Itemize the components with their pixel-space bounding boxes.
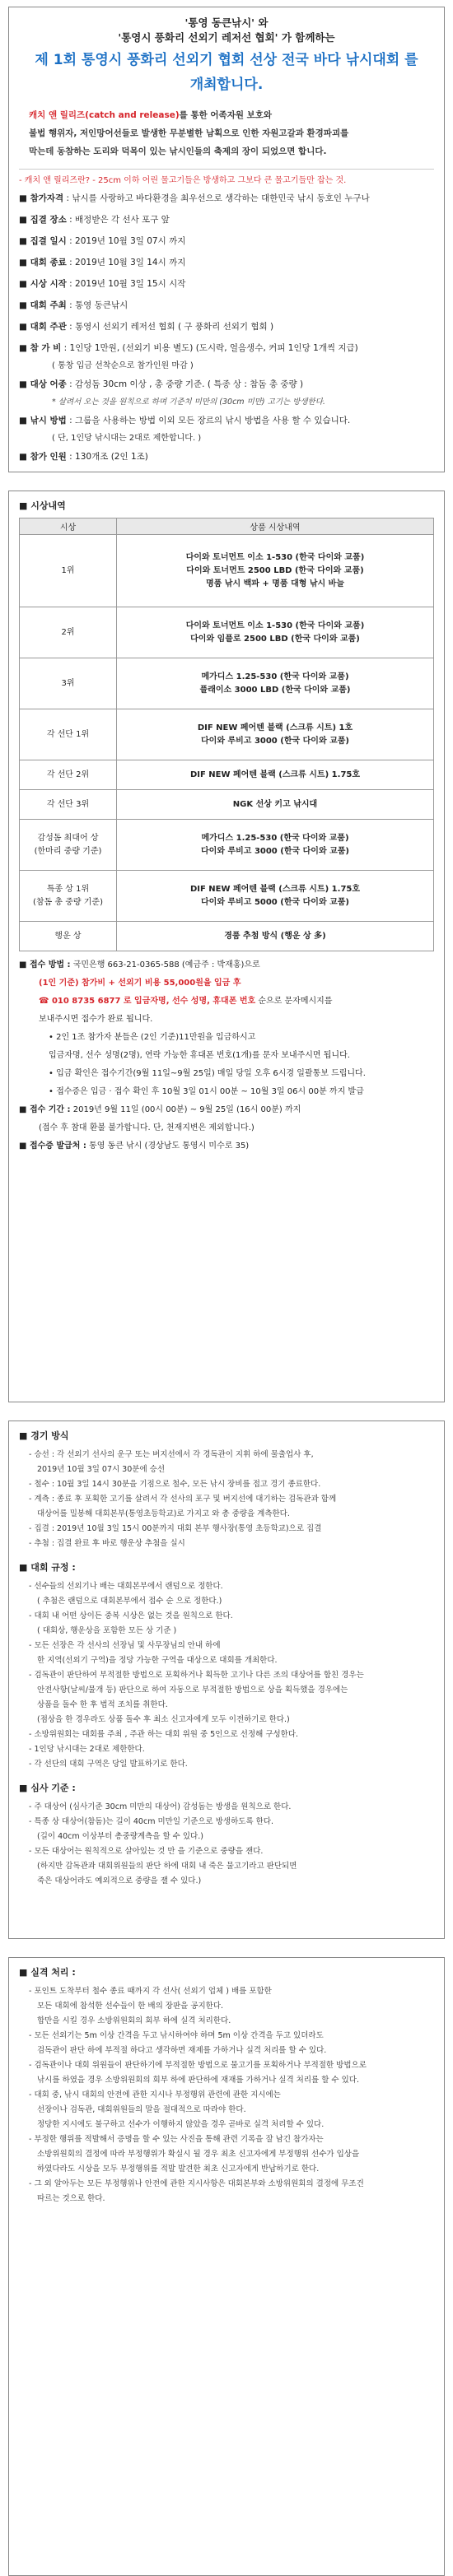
row: ■ 시상 시작 : 2019년 10월 3일 15시 시작 (19, 279, 186, 289)
team-note-2: 입금자명, 선수 성명(2명), 연락 가능한 휴대폰 번호(1개)를 문자 보내주시면 됩니다. (49, 1051, 350, 1060)
table-row (20, 922, 434, 951)
row-text: 그룹을 사용하는 방법 이외 모든 장르의 낚시 방법을 사용 할 수 있습니다. (75, 416, 351, 425)
period-sub: (접수 후 참대 환불 불가합니다. 단, 천재지변은 제외합니다.) (39, 1123, 255, 1132)
confirm-note-2: • 접수증은 입금 · 접수 확인 후 10월 3일 01시 00분 ~ 10월 3일 06시 00분 까지 발급 (49, 1087, 364, 1096)
award-rank: 각 선단 1위 (20, 709, 117, 760)
row-label: 시상 시작 (30, 279, 67, 289)
period-line (19, 1101, 434, 1119)
regulations-heading: ■ 대회 규정 : (19, 1562, 76, 1573)
award-item: 명품 낚시 백파 + 명품 대형 낚시 바늘 (206, 579, 344, 588)
method-sub: ( 단, 1인당 낚시대는 2대로 제한합니다. ) (52, 434, 202, 443)
text-line: 상품을 돌수 한 후 법적 조치를 취한다. (37, 1700, 168, 1709)
text-line: - 검독관이 판단하여 부적절한 방법으로 포획하거나 획득한 고기나 다른 조의 대상어를 합친 경우는 (29, 1671, 364, 1680)
text-line: (하지만 감독관과 대회위원들의 판단 하에 대회 내 죽은 물고기라고 판단되면 (37, 1862, 297, 1871)
row-label: 집결 일시 (30, 236, 67, 246)
row-text: 배정받은 각 선사 포구 앞 (75, 215, 170, 225)
text-line: 모든 대회에 참석한 선수들이 한 배의 장판을 공지한다. (37, 2002, 224, 2011)
award-items (117, 820, 434, 871)
award-rank: 특종 상 1위 (참돔 총 중량 기준) (20, 871, 117, 922)
place-text: 통영 동큰 낚시 (경상남도 통영시 미수로 35) (89, 1142, 250, 1151)
table-row (20, 607, 434, 658)
bullet-icon: ■ (19, 1105, 30, 1114)
award-item: 메가디스 1.25-530 (한국 다이와 교품) (201, 833, 349, 843)
text-line: - 주 대상어 (심사기준 30cm 미만의 대상어) 감성돔는 방생을 원칙으로 한다. (29, 1802, 292, 1811)
title-line-2: 개최합니다. (189, 77, 264, 93)
row-label: 집결 장소 (30, 215, 67, 225)
award-items (117, 871, 434, 922)
awards-box (8, 491, 445, 1402)
text-line: 안전사항(날씨/물개 등) 판단으로 하여 자동으로 부적절한 방법으로 상을 획득했을 경우에는 (37, 1686, 348, 1695)
table-row (20, 760, 434, 790)
text-line: - 모든 대상어는 원칙적으로 살아있는 것 만 을 기준으로 중량을 잰다. (29, 1847, 264, 1856)
method-row: ■ 낚시 방법 : 그룹을 사용하는 방법 이외 모든 장르의 낚시 방법을 사용 할 수 있습니다. (19, 416, 351, 425)
text-line: 선장이나 검독관, 대회위원들의 말을 절대적으로 따라야 한다. (37, 2105, 246, 2114)
bullet-icon: ■ (19, 416, 30, 425)
awards-table-body (20, 535, 434, 951)
table-row (20, 871, 434, 922)
intro-1: 를 통한 어족자원 보호와 (179, 110, 273, 120)
text-line: 따르는 것으로 한다. (37, 2194, 105, 2203)
header-line-1: '통영 동큰낚시' 와 (184, 16, 269, 29)
text-line: 대상어를 밀봉해 대회본부(통영초등학교)로 가지고 와 총 중량을 계측한다. (37, 1509, 290, 1518)
account-line (19, 956, 434, 974)
intro-2: 불법 행위자, 저인망어선들로 발생한 무분별한 남획으로 인한 자원고갈과 환경파괴를 (29, 128, 349, 138)
bullet-icon: ■ (19, 193, 30, 203)
text-line: - 대회 중, 낚시 대회의 안전에 관한 지시나 부정행위 관련에 관한 지시에는 (29, 2090, 281, 2099)
bullet-icon: ■ (19, 300, 30, 310)
award-items (117, 790, 434, 820)
award-item: 다이와 토너먼트 이소 1-530 (한국 다이와 교품) (185, 552, 365, 562)
title-line-1: 제 1회 통영시 풍화리 선외기 협회 선상 전국 바다 낚시대회 를 (35, 52, 418, 68)
award-rank: 각 선단 2위 (20, 760, 117, 790)
period-label: 접수 기간 : (29, 1105, 71, 1114)
row-text: 감성돔 30cm 이상 , 총 중량 기준. ( 특종 상 : 참돔 총 중량 ) (75, 379, 304, 389)
account-text: 국민은행 663-21-0365-588 (예금주 : 박재홍)으로 (72, 960, 260, 969)
award-item: 다이와 루비고 3000 (한국 다이와 교품) (201, 846, 349, 856)
text-line: 죽은 대상어라도 예외적으로 중량을 잴 수 있다.) (37, 1876, 202, 1886)
row-text: 2019년 10월 3일 07시 까지 (75, 236, 186, 246)
cost-row: ■ 참 가 비 : 1인당 1만원, (선외기 비용 별도) (도시락, 얼음생수, 커피 1인당 1개씩 지급) (19, 343, 358, 353)
intro-3: 막는데 동참하는 도리와 덕목이 있는 낚시인들의 축제의 장이 되었으면 합니다. (29, 146, 327, 156)
table-row (20, 535, 434, 607)
text-line: 낚시를 하였을 경우 소방위원회의 회부 하에 판단하에 재재를 가하거나 실격 처리를 할 수 있다. (37, 2076, 360, 2085)
award-rank: 1위 (20, 535, 117, 607)
award-item: 다이와 루비고 5000 (한국 다이와 교품) (201, 897, 349, 907)
row-text: 2019년 10월 3일 14시 까지 (75, 258, 186, 267)
award-item: NGK 선상 키고 낚시대 (232, 799, 318, 809)
text-line: 하였다라도 시상을 모두 부정행위를 적발 발견한 최초 신고자에게 반납하기로 한다. (37, 2164, 320, 2174)
text-line: - 1인당 낚시대는 2대로 제한한다. (29, 1745, 145, 1754)
penalty-box (8, 1957, 445, 2576)
text-line: 2019년 10월 3일 07시 30분에 승선 (37, 1465, 166, 1474)
award-item: 경품 추첨 방식 (행운 상 多) (224, 931, 326, 941)
text-line: - 승선 : 각 선외기 선사의 운구 또는 버지선에서 각 경독관이 지휘 하에 물출업사 후, (29, 1450, 314, 1459)
table-header-row (20, 518, 434, 535)
row-label: 참 가 비 (30, 343, 62, 353)
text-line: - 모든 선장은 각 선사의 선장님 및 사무장님의 안내 하에 (29, 1641, 221, 1650)
table-row (20, 820, 434, 871)
award-item: 다이와 토너먼트 이소 1-530 (한국 다이와 교품) (185, 621, 365, 630)
row-text: 낚시를 사랑하고 바다환경을 최우선으로 생각하는 대한민국 낚시 동호인 누구나 (72, 193, 370, 203)
text-line: 한 지역(선외기 구역)을 정당 가능한 구역을 대상으로 대회를 개최한다. (37, 1656, 278, 1665)
intro (19, 106, 434, 160)
account-label: 접수 방법 : (29, 960, 71, 969)
row-label: 대회 종료 (30, 258, 67, 267)
awards-heading: ■ 시상내역 (19, 500, 66, 511)
row: ■ 대회 주관 : 통영시 선외기 레저선 협회 ( 구 풍화리 선외기 협회 ) (19, 322, 274, 332)
award-rank: 3위 (20, 658, 117, 709)
award-rank: 행운 상 (20, 922, 117, 951)
text-line: ( 추첨은 랜덤으로 대회본부에서 접수 순 으로 정한다.) (37, 1597, 222, 1606)
bullet-icon: ■ (19, 215, 30, 225)
judging-heading: ■ 심사 기준 : (19, 1783, 76, 1793)
bullet-icon: ■ (19, 960, 30, 969)
award-rank: 2위 (20, 607, 117, 658)
bullet-icon: ■ (19, 452, 30, 462)
entry-info (19, 956, 434, 1155)
regulation-lines (19, 1579, 434, 1772)
column-header-prize: 상품 시상내역 (117, 518, 434, 535)
text-line: - 선수들의 선외기나 배는 대회본부에서 랜덤으로 정한다. (29, 1582, 223, 1591)
awards-table (19, 518, 434, 951)
text-line: 소방위원회의 결정에 따라 부정행위가 확실시 될 경우 최초 신고자에게 부정행위 선수가 입상을 (37, 2150, 360, 2159)
row: ■ 집결 장소 : 배정받은 각 선사 포구 앞 (19, 215, 170, 225)
award-rank: 감성돔 최대어 상 (한마리 중량 기준) (20, 820, 117, 871)
cost-sub: ( 통창 입금 선착순으로 참가인원 마감 ) (52, 361, 194, 370)
award-item: DIF NEW 페어텐 블랙 (스크류 시트) 1호 (197, 723, 353, 732)
award-item: DIF NEW 페어텐 블랙 (스크류 시트) 1.75호 (189, 884, 361, 894)
row-text: 130개조 (2인 1조) (75, 452, 148, 462)
column-header-rank: 시상 (20, 518, 117, 535)
text-line: - 철수 : 10월 3일 14시 30분을 기점으로 철수, 모든 낚시 장비를 접고 경기 종료한다. (29, 1480, 321, 1489)
row-label: 낚시 방법 (30, 416, 67, 425)
award-items (117, 607, 434, 658)
place-label: 접수증 발급처 : (29, 1142, 86, 1151)
header-line-2: '통영시 풍화리 선외기 레저선 협회' 가 함께하는 (118, 31, 335, 44)
text-line: - 그 외 알아두는 모든 부정행위나 안전에 관한 지시사항은 대회본부와 소방위원회의 결정에 무조건 (29, 2179, 364, 2188)
bullet-icon: ■ (19, 343, 30, 353)
text-line: - 집결 : 2019년 10월 3일 15시 00분까지 대회 본부 행사장(통영 초등학교)으로 집결 (29, 1524, 322, 1533)
text-line: (길이 40cm 이상부터 총중량계측을 할 수 있다.) (37, 1832, 203, 1841)
text-line: - 특종 상 대상어(참돔)는 길이 40cm 미만일 기준으로 방생하도록 한다. (29, 1817, 274, 1826)
text-line: (점상을 한 경우라도 상품 돌수 후 최소 신고자에게 모두 이전하기로 한다.) (37, 1715, 290, 1724)
award-item: DIF NEW 페어텐 블랙 (스크류 시트) 1.75호 (189, 770, 361, 779)
target-sub: * 살려서 오는 것을 원칙으로 하며 기준치 미만의 (30cm 미만) 고기는 방생한다. (52, 398, 325, 407)
row: ■ 참가자격 : 낚시를 사랑하고 바다환경을 최우선으로 생각하는 대한민국 낚시 동호인 누구나 (19, 193, 370, 203)
penalty-lines (19, 1984, 434, 2206)
table-row (20, 658, 434, 709)
target-row: ■ 대상 어종 : 감성돔 30cm 이상 , 총 중량 기준. ( 특종 상 : 참돔 총 중량 ) (19, 379, 304, 389)
divider (19, 169, 434, 170)
intro-red: 캐치 앤 릴리즈(catch and release) (29, 110, 180, 120)
row: ■ 대회 주최 : 통영 동큰낚시 (19, 300, 128, 310)
people-row: ■ 참가 인원 : 130개조 (2인 1조) (19, 452, 148, 462)
award-item: 플래이소 3000 LBD (한국 다이와 교품) (199, 685, 351, 695)
text-line: ( 대회상, 행운상을 포함한 모든 상 기준 ) (37, 1626, 177, 1635)
award-items (117, 658, 434, 709)
table-row (20, 790, 434, 820)
bullet-icon: ■ (19, 236, 30, 246)
row-text: 통영 동큰낚시 (75, 300, 128, 310)
text-line: - 모든 선외기는 5m 이상 간격을 두고 낚시하여야 하며 5m 이상 간격을 두고 있더라도 (29, 2031, 324, 2040)
row-label: 대회 주관 (30, 322, 67, 332)
table-row (20, 709, 434, 760)
text-line: - 검독관이나 대회 위원들이 판단하기에 부적절한 방법으로 물고기를 포획하거나 부적절한 방법으로 (29, 2061, 367, 2070)
row-label: 대회 주최 (30, 300, 67, 310)
award-items (117, 760, 434, 790)
text-line: - 추첨 : 집결 완료 후 바로 행운상 추첨을 실시 (29, 1539, 185, 1548)
award-item: 다이와 루비고 3000 (한국 다이와 교품) (201, 736, 349, 746)
info-rows (19, 188, 434, 467)
text-line: - 포인트 도착부터 철수 종료 때까지 각 선사( 선외기 업체 ) 배를 포함한 (29, 1987, 272, 1996)
rules-lines (19, 1448, 434, 1551)
award-rank: 각 선단 3위 (20, 790, 117, 820)
row-label: 대상 어종 (30, 379, 67, 389)
contact-tail-2: 보내주시면 접수가 완료 됩니다. (39, 1015, 153, 1024)
contact-line: ☎ 010 8735 6877 로 입금자명, 선수 성명, 휴대폰 번호 (39, 997, 256, 1006)
award-item: 다이와 토너먼트 2500 LBD (한국 다이와 교품) (186, 565, 364, 575)
text-line: - 각 선단의 대회 구역은 당일 발표하기로 한다. (29, 1760, 188, 1769)
award-items (117, 922, 434, 951)
text-line: - 소방위원회는 대회를 주최 , 주관 하는 대회 위원 중 5인으로 선정해 구성한다. (29, 1730, 299, 1739)
bullet-icon: ■ (19, 322, 30, 332)
bullet-icon: ■ (19, 258, 30, 267)
fee-line: (1인 기준) 참가비 + 선외기 비용 55,000원을 입금 후 (39, 979, 241, 988)
award-items (117, 535, 434, 607)
row-text: 통영시 선외기 레저선 협회 ( 구 풍화리 선외기 협회 ) (75, 322, 274, 332)
period-text: 2019년 9월 11일 (00시 00분) ~ 9월 25일 (16시 00분) 까지 (72, 1105, 301, 1114)
team-note-1: • 2인 1조 참가자 분들은 (2인 기준)11만원을 입금하시고 (49, 1033, 256, 1042)
award-items (117, 709, 434, 760)
text-line: - 부정한 행위를 적발해서 증명을 할 수 있는 사진을 통해 관련 기록을 잘 남긴 참가자는 (29, 2135, 324, 2144)
row-label: 참가 인원 (30, 452, 67, 462)
row-text: 2019년 10월 3일 15시 시작 (75, 279, 186, 289)
rules-box (8, 1421, 445, 1939)
contact-tail: 순으로 문자메시지를 (258, 997, 333, 1006)
bullet-icon: ■ (19, 279, 30, 289)
text-line: - 대회 내 어떤 상이든 중복 시상은 없는 것을 원칙으로 한다. (29, 1611, 233, 1620)
bullet-icon: ■ (19, 379, 30, 389)
row-text: 1인당 1만원, (선외기 비용 별도) (도시락, 얼음생수, 커피 1인당 1개씩 지급) (69, 343, 358, 353)
row: ■ 대회 종료 : 2019년 10월 3일 14시 까지 (19, 258, 186, 267)
row: ■ 집결 일시 : 2019년 10월 3일 07시 까지 (19, 236, 186, 246)
award-item: 다이와 임플로 2500 LBD (한국 다이와 교품) (190, 634, 360, 644)
award-item: 메가디스 1.25-530 (한국 다이와 교품) (201, 672, 349, 681)
text-line: 합만을 시킬 경우 소방위원회의 회부 하에 실격 처리한다. (37, 2016, 231, 2025)
rules-heading: ■ 경기 방식 (19, 1430, 69, 1441)
judging-lines (19, 1800, 434, 1889)
confirm-note-1: • 입금 확인은 접수기간(9월 11일~9월 25일) 매일 당일 오후 6시경 일괄통보 드립니다. (49, 1069, 366, 1078)
penalty-heading: ■ 실격 처리 : (19, 1967, 76, 1978)
release-note: - 캐치 앤 릴리즈란? - 25cm 이하 어린 물고기들은 방생하고 그보다 큰 물고기들만 잡는 것. (19, 176, 347, 185)
row-label: 참가자격 (30, 193, 64, 203)
place-line (19, 1137, 434, 1155)
text-line: - 계측 : 종료 후 포획한 고기를 살려서 각 선사의 포구 및 버지선에 대기하는 검독관과 함께 (29, 1495, 337, 1504)
text-line: 정당한 지시에도 불구하고 선수가 이행하지 않았을 경우 곧바로 실격 처리할 수 있다. (37, 2120, 325, 2129)
notice-box (8, 7, 445, 472)
bullet-icon: ■ (19, 1142, 30, 1151)
text-line: 검독관이 판단 하에 부적절 하다고 생각하면 재제를 가하거나 실격 처리를 할 수 있다. (37, 2046, 327, 2055)
